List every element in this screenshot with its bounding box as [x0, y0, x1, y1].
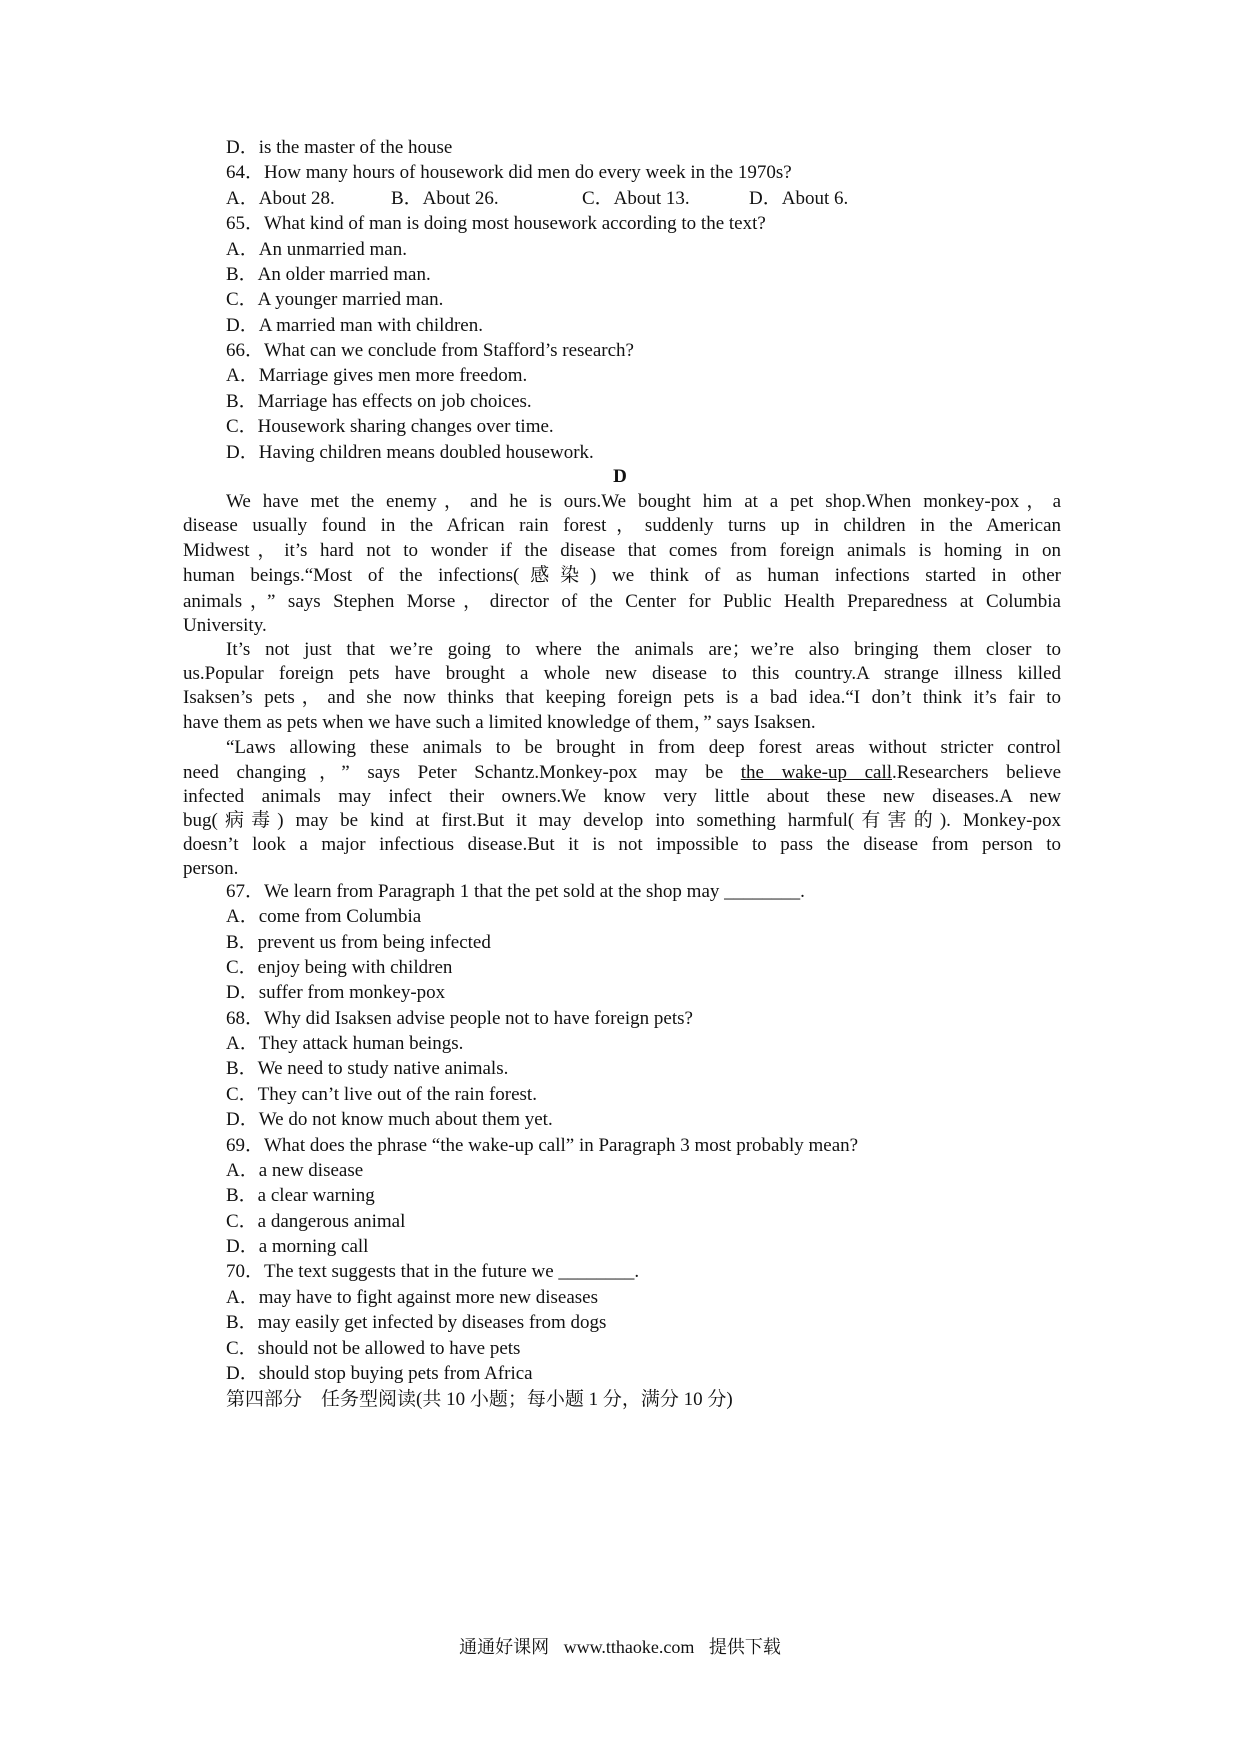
- passage-p2-line-1: It’s not just that we’re going to where the animals are；we’re also bringing them closer to: [226, 639, 1061, 660]
- q70-question: 70．The text suggests that in the future we ________.: [226, 1261, 640, 1282]
- q69-option-c: C．a dangerous animal: [226, 1211, 406, 1232]
- passage-p3-line-3: infected animals may infect their owners.We know very little about these new diseases.A new: [183, 786, 1061, 807]
- q67-option-c: C．enjoy being with children: [226, 957, 453, 978]
- passage-p3-line-1: “Laws allowing these animals to be brought in from deep forest areas without stricter control: [226, 737, 1061, 758]
- q67-option-d: D．suffer from monkey-pox: [226, 982, 446, 1003]
- passage-p2-line-2: us.Popular foreign pets have brought a whole new disease to this country.A strange illness killed: [183, 663, 1061, 684]
- q67-question: 67．We learn from Paragraph 1 that the pet sold at the shop may ________.: [226, 881, 805, 902]
- passage-p1-line-2: disease usually found in the African rain forest，suddenly turns up in children in the American: [183, 515, 1061, 536]
- q65-option-b: B．An older married man.: [226, 264, 431, 285]
- passage-p1-line-6: University.: [183, 615, 267, 636]
- q67-option-a: A．come from Columbia: [226, 906, 422, 927]
- passage-p2-line-3: Isaksen’s pets，and she now thinks that keeping foreign pets is a bad idea.“I don’t think it’s fair to: [183, 687, 1061, 708]
- q69-option-b: B．a clear warning: [226, 1185, 375, 1206]
- q63-option-d: D．is the master of the house: [226, 137, 453, 158]
- q64-option-c: C．About 13.: [582, 188, 690, 209]
- passage-p3-line-2-after: .Researchers believe: [892, 762, 1061, 783]
- footer-action: 提供下载: [708, 1637, 781, 1657]
- q65-option-a: A．An unmarried man.: [226, 239, 407, 260]
- page-footer: [0, 1635, 1240, 1659]
- footer-url[interactable]: www.tthaoke.com: [563, 1637, 695, 1657]
- q69-option-a: A．a new disease: [226, 1160, 364, 1181]
- q67-option-b: B．prevent us from being infected: [226, 932, 491, 953]
- q68-option-c: C．They can’t live out of the rain forest.: [226, 1084, 537, 1105]
- q65-option-c: C．A younger married man.: [226, 289, 444, 310]
- q68-option-b: B．We need to study native animals.: [226, 1058, 509, 1079]
- q64-question: 64．How many hours of housework did men do every week in the 1970s?: [226, 162, 792, 183]
- q68-option-d: D．We do not know much about them yet.: [226, 1109, 553, 1130]
- q69-question: 69．What does the phrase “the wake-up call” in Paragraph 3 most probably mean?: [226, 1135, 859, 1156]
- passage-p3-line-2: [183, 761, 1061, 785]
- q64-option-d: D．About 6.: [749, 188, 849, 209]
- passage-p3-line-5: doesn’t look a major infectious disease.But it is not impossible to pass the disease from person to: [183, 834, 1061, 855]
- section-d-heading: D: [613, 466, 627, 487]
- q64-option-b: B．About 26.: [391, 188, 499, 209]
- q66-option-c: C．Housework sharing changes over time.: [226, 416, 554, 437]
- q66-question: 66．What can we conclude from Stafford’s research?: [226, 340, 634, 361]
- wake-up-call-phrase: the wake-up call: [740, 762, 893, 783]
- passage-p2-line-4: have them as pets when we have such a limited knowledge of them，” says Isaksen.: [183, 712, 816, 733]
- q69-option-d: D．a morning call: [226, 1236, 369, 1257]
- q70-option-b: B．may easily get infected by diseases from dogs: [226, 1312, 607, 1333]
- q68-option-a: A．They attack human beings.: [226, 1033, 464, 1054]
- passage-p3-line-6: person.: [183, 858, 239, 879]
- q70-option-c: C．should not be allowed to have pets: [226, 1338, 521, 1359]
- passage-p3-line-4: bug(病毒) may be kind at first.But it may develop into something harmful(有害的). Monkey-pox: [183, 810, 1061, 831]
- q68-question: 68．Why did Isaksen advise people not to have foreign pets?: [226, 1008, 693, 1029]
- passage-p1-line-3: Midwest，it’s hard not to wonder if the disease that comes from foreign animals is homing in on: [183, 540, 1061, 561]
- footer-site-name: 通通好课网: [459, 1637, 550, 1657]
- passage-p3-line-2-before: need changing，” says Peter Schantz.Monkey-pox may be: [183, 762, 741, 783]
- q66-option-d: D．Having children means doubled housework.: [226, 442, 594, 463]
- passage-p1-line-1: We have met the enemy，and he is ours.We bought him at a pet shop.When monkey-pox，a: [226, 491, 1061, 512]
- q70-option-d: D．should stop buying pets from Africa: [226, 1363, 533, 1384]
- q66-option-a: A．Marriage gives men more freedom.: [226, 365, 528, 386]
- q66-option-b: B．Marriage has effects on job choices.: [226, 391, 532, 412]
- q70-option-a: A．may have to fight against more new diseases: [226, 1287, 598, 1308]
- q65-option-d: D．A married man with children.: [226, 315, 483, 336]
- passage-p1-line-5: animals，” says Stephen Morse，director of the Center for Public Health Preparedness at Columbia: [183, 591, 1061, 612]
- q64-option-a: A．About 28.: [226, 188, 335, 209]
- passage-p1-line-4: human beings.“Most of the infections(感染) we think of as human infections started in other: [183, 565, 1061, 586]
- part-four-heading: 第四部分 任务型阅读(共 10 小题；每小题 1 分，满分 10 分): [226, 1389, 733, 1410]
- q65-question: 65．What kind of man is doing most housework according to the text?: [226, 213, 766, 234]
